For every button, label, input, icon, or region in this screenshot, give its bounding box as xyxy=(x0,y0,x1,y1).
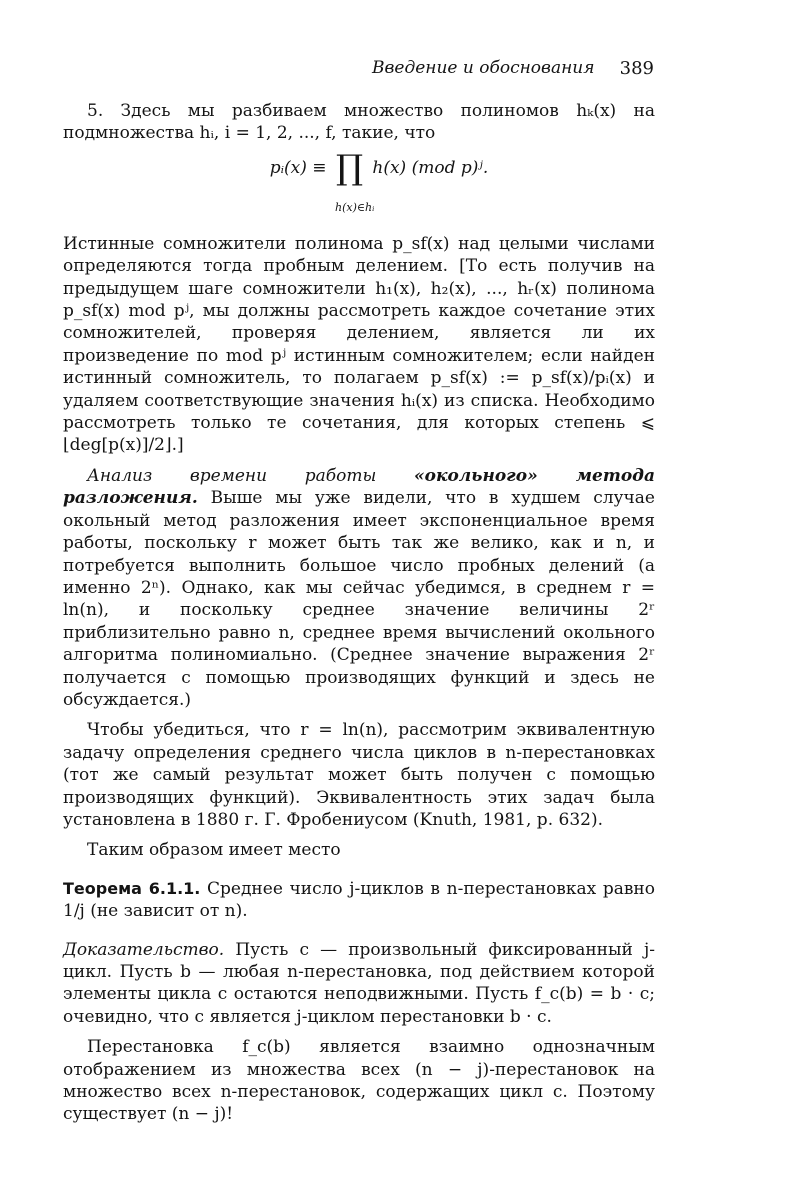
spacer xyxy=(63,711,655,719)
proof-paragraph xyxy=(63,939,655,1029)
section-heading-part1: Анализ времени работы xyxy=(87,465,377,486)
theorem-label: Теорема 6.1.1. xyxy=(63,878,201,898)
running-header xyxy=(372,58,654,84)
paragraph-step-5: 5. Здесь мы разбиваем множество полиномов hₖ(x) на подмножества hᵢ, i = 1, 2, ..., f, такие, что xyxy=(63,101,655,144)
spacer xyxy=(63,862,655,878)
product-symbol: ∏ xyxy=(335,147,363,188)
header-title: Введение и обоснования xyxy=(372,58,595,78)
text-column xyxy=(63,100,655,1126)
formula-main xyxy=(269,147,489,188)
paragraph-true-factors: Истинные сомножители полинома p_sf(x) над целыми числами определяются тогда пробным делением. [То есть получив на предыдущем шаге сомножители h₁(x), h₂(x), ..., hᵣ(x) полинома p_sf(x) mod pʲ, мы должны рассмотреть каждое сочетание этих сомножителей, проверяя делением, является ли их произведение по mod pʲ истинным сомножителем; если найден истинный сомножитель, то полагаем p_sf(x) := p_sf(x)/pᵢ(x) и удаляем соответствующие значения hᵢ(x) из списка. Необходимо рассмотреть только те сочетания, для которых степень ⩽ ⌊deg[p(x)]/2⌋.] xyxy=(63,233,655,456)
section-heading-part2: «окольного» метода разложения. xyxy=(63,465,656,509)
spacer xyxy=(63,923,655,939)
spacer xyxy=(63,831,655,839)
paragraph-equivalence: Чтобы убедиться, что r = ln(n), рассмотрим эквивалентную задачу определения среднего числа циклов в n-перестановках (тот же самый результат может быть получен с помощью производящих функций). Эквивалентность этих задач была установлена в 1880 г. Г. Фробениусом (Knuth, 1981, p. 632). xyxy=(63,720,655,830)
section-body: Выше мы уже видели, что в худшем случае окольный метод разложения имеет экспоненциальное время работы, поскольку r может быть так же велико, как и n, и потребуется выполнить большое число пробных делений (а именно 2ⁿ). Однако, как мы сейчас убедимся, в среднем r = ln(n), и поскольку среднее значение величины 2ʳ приблизительно равно n, среднее время вычислений окольного алгоритма полиномиально. (Среднее значение выражения 2ʳ получается с помощью производящих функций и здесь не обсуждается.) xyxy=(63,488,655,710)
proof-label: Доказательство. xyxy=(63,939,225,960)
paragraph-bijection: Перестановка f_c(b) является взаимно однозначным отображением из множества всех (n − j)-перестановок на множество всех n-перестановок, содержащих цикл c. Поэтому существует (n − j)! xyxy=(63,1037,655,1125)
page-number: 389 xyxy=(619,58,654,79)
theorem-text: Среднее число j-циклов в n-перестановках равно 1/j (не зависит от n). xyxy=(63,878,655,922)
proof-text: Пусть c — произвольный фиксированный j-цикл. Пусть b — любая n-перестановка, под действием которой элементы цикла c остаются неподвижными. Пусть f_c(b) = b · c; очевидно, что c является j-циклом перестановки b · c. xyxy=(63,939,656,1027)
product-formula xyxy=(103,147,655,219)
formula-rhs: h(x) (mod p)ʲ. xyxy=(372,157,489,178)
spacer xyxy=(63,1028,655,1036)
spacer xyxy=(63,457,655,465)
paragraph-thus: Таким образом имеет место xyxy=(87,840,341,861)
formula-product-subscript: h(x)∈hᵢ xyxy=(335,200,375,214)
formula-lhs: pᵢ(x) ≡ xyxy=(269,157,327,178)
paragraph-analysis xyxy=(63,465,655,711)
theorem-statement xyxy=(63,878,655,923)
